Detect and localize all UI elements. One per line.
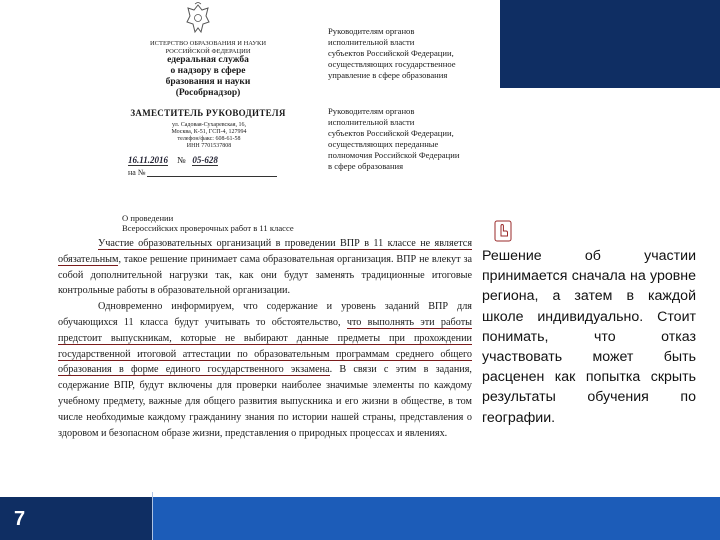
sender-address: ул. Садовая-Сухаревская, 16, Москва, К-51, ГСП-4, 127994 телефон/факс: 608-61-58 ИНН 7701537808 [171,122,247,149]
reference-line: на № [128,168,308,177]
letter-date-number: 16.11.2016 № 05-628 [128,155,218,165]
coat-of-arms-emblem [184,2,212,36]
scanned-letter [42,0,474,492]
footer-bar-right [153,497,720,540]
letter-number: 05-628 [192,155,218,165]
paragraph-2: Одновременно информируем, что содержание и уровень заданий ВПР для обучающихся 11 класса будут учитывать то обстоятельство, что выполнять эти работы предстоит выпускникам, которые не выбирают данные предметы при прохождении государственной итоговой аттестации по образовательным программам среднего общего образования в форме единого государственного экзамена. В связи с этим в задания, содержание ВПР, будут включены для проверки наиболее значимые элементы по каждому учебному предмету, важные для общего развития выпускника и его жизни в обществе, в том числе необходимые каждому гражданину знания по истории нашей страны, представления о здоровом и безопасном образе жизни, представления о природных процессах и явлениях. [58,301,472,439]
paragraph-1: Участие образовательных организаций в проведении ВПР в 11 классе не является обязательным, такое решение принимает сама образовательная организация. ВПР не влекут за собой дополнительной нагрузки так, как они будут заменять традиционные итоговые контрольные работы в образовательной организации. [58,238,472,297]
slide-comment-text: Решение об участии принимается сначала на уровне региона, а затем в каждой школе индивидуально. Стоит понимать, что отказ участвовать может быть расценен как попытка скрыть результаты обучения по географии. [482,248,696,426]
recipient-block-2: Руководителям органов исполнительной власти субъектов Российской Федерации, осуществляющих переданные полномочия Российской Федерации в сфере образования [328,106,460,171]
pointing-hand-icon [494,220,512,242]
underlined-phrase: что выполнять эти работы предстоит выпускникам, которые не выбирают данные предметы при прохождении государственной итоговой аттестации по образовательным программам среднего общего образования в форме единого государственного экзамена [58,316,472,376]
signatory-title: ЗАМЕСТИТЕЛЬ РУКОВОДИТЕЛЯ [130,108,286,118]
letter-subject: О проведении Всероссийских проверочных работ в 11 классе [122,213,294,233]
recipient-block-1: Руководителям органов исполнительной власти субъектов Российской Федерации, осуществляющих государственное управление в сфере образования [328,26,456,80]
underlined-phrase: Участие образовательных организаций в проведении ВПР в 11 классе не является обязательным [58,238,472,265]
header-accent-bar [500,0,720,88]
sender-organization: ИСТЕРСТВО ОБРАЗОВАНИЯ И НАУКИ РОССИЙСКОЙ ФЕДЕРАЦИИ едеральная служба о надзору в сфере бразования и науки (Рособрнадзор) [149,40,267,98]
slide-number: 7 [14,508,26,530]
letter-date: 16.11.2016 [128,155,169,165]
letter-body [58,236,472,441]
